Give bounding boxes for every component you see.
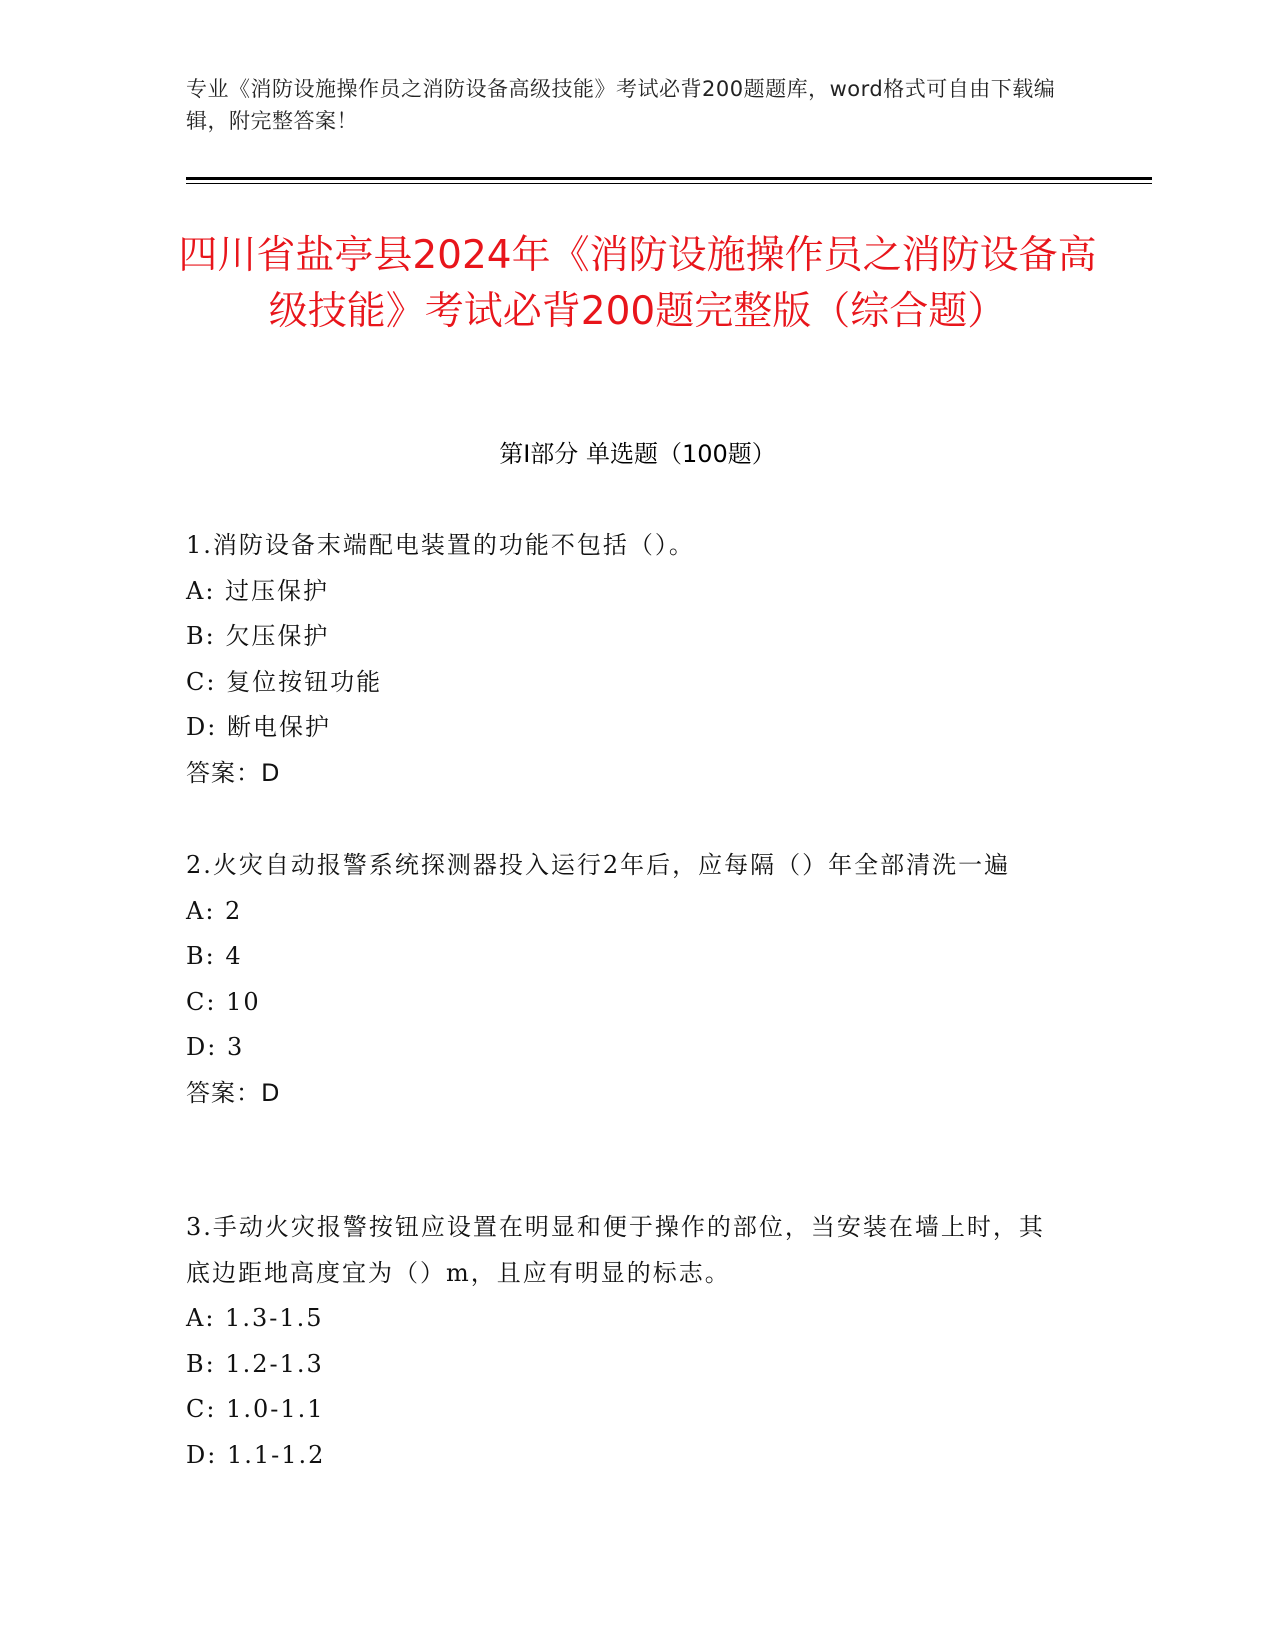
- answer: 答案：D: [186, 1078, 281, 1107]
- header-divider-thick: [186, 177, 1152, 180]
- question-2: [186, 843, 1066, 1116]
- question-stem: 2.火灾自动报警系统探测器投入运行2年后，应每隔（）年全部清洗一遍: [186, 851, 1011, 879]
- option-b: B: 1.2-1.3: [186, 1349, 324, 1378]
- question-3: [186, 1205, 1066, 1478]
- option-b: B: 4: [186, 942, 243, 970]
- header-note: 专业《消防设施操作员之消防设备高级技能》考试必背200题题库，word格式可自由下载编辑，附完整答案！: [186, 77, 1056, 133]
- section-title: 第I部分 单选题（100题）: [499, 440, 776, 468]
- question-1: [186, 523, 1066, 796]
- option-d: D: 断电保护: [186, 713, 331, 741]
- option-c: C: 10: [186, 987, 261, 1016]
- option-b: B: 欠压保护: [186, 622, 330, 650]
- option-a: A: 1.3-1.5: [186, 1304, 324, 1332]
- document-title: 四川省盐亭县2024年《消防设施操作员之消防设备高级技能》考试必背200题完整版（综合题）: [178, 233, 1097, 334]
- option-d: D: 1.1-1.2: [186, 1440, 326, 1469]
- header-divider-thin: [186, 183, 1152, 184]
- answer: 答案：D: [186, 758, 281, 787]
- option-c: C: 复位按钮功能: [186, 667, 383, 696]
- option-c: C: 1.0-1.1: [186, 1395, 325, 1423]
- question-stem: 1.消防设备末端配电装置的功能不包括（）。: [186, 531, 695, 559]
- option-a: A: 过压保护: [186, 576, 330, 605]
- question-stem: 3.手动火灾报警按钮应设置在明显和便于操作的部位，当安装在墙上时，其底边距地高度宜为（）m，且应有明显的标志。: [186, 1213, 1045, 1287]
- option-a: A: 2: [186, 896, 243, 925]
- option-d: D: 3: [186, 1033, 245, 1061]
